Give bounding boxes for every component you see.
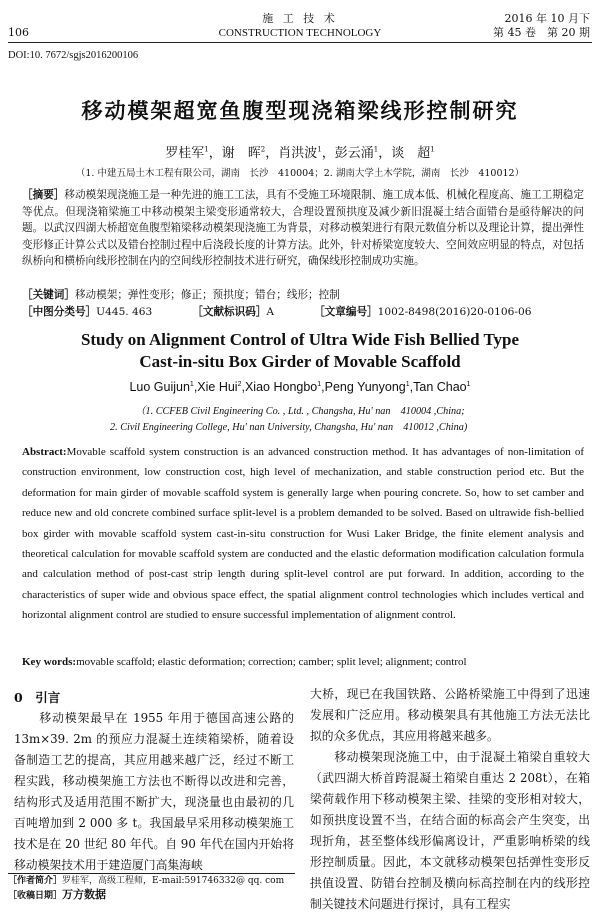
section-heading-intro: 0 引言 (14, 690, 61, 705)
body-right-paragraph-1: 大桥，现已在我国铁路、公路桥梁施工中得到了迅速发展和广泛应用。移动模架具有其他施工方法无法比拟的众多优点，其应用将越来越多。 (310, 687, 590, 743)
doi: DOI:10. 7672/sgjs2016200106 (8, 50, 139, 61)
title-en-line2: Cast-in-situ Box Girder of Movable Scaffold (139, 352, 461, 371)
body-right-paragraph-2: 移动模架现浇施工中，由于混凝土箱梁自重较大（武四湖大桥首跨混凝土箱梁自重达 2 208t），在箱梁荷载作用下移动模架主梁、挂梁的变形相对较大，如预拱度设置不当，在结合面的标高会产生突变，出现折角，甚至整体线形偏离设计，严重影响桥梁的线形控制质量。因此，本文就移动模架包括弹性变形反拱值设置、防错台控制及横向标高控制在内的线形控制关键技术问题进行探讨，具有工程实 (310, 750, 590, 911)
authors-cn: 罗桂军$^1$，谢 晖$^2$，肖洪波$^1$，彭云涌$^1$，谈 超$^1$ (165, 145, 435, 161)
authors-en: Luo Guijun$^1$,Xie Hui$^2$,Xiao Hongbo$^1$,Peng Yunyong$^1$,Tan Chao$^1$ (129, 380, 471, 394)
abstract-en-label: Abstract: (22, 446, 67, 458)
volume-issue: 第 45 卷 第 20 期 (493, 26, 590, 39)
affiliation-en-2: 2. Civil Engineering College, Hu' nan University, Changsha, Hu' nan 410012 ,China) (110, 422, 468, 433)
watermark: 万方数据 (62, 888, 107, 901)
abstract-en (22, 442, 584, 626)
body-right-column (310, 684, 590, 915)
title-en-line1: Study on Alignment Control of Ultra Wide Fish Bellied Type (80, 330, 520, 349)
affiliation-en-1: （1. CCFEB Civil Engineering Co. , Ltd. , Changsha, Hu' nan 410004 ,China; (135, 406, 465, 417)
abstract-cn-label: ［摘要］ (22, 189, 65, 201)
classification-line: ［中图分类号］U445. 463 ［文献标识码］A ［文章编号］1002-8498(2016)20-0106-06 (22, 306, 532, 318)
title-cn: 移动模架超宽鱼腹型现浇箱梁线形控制研究 (81, 98, 519, 123)
keywords-en: Key words:movable scaffold; elastic deformation; correction; camber; split level; alignment; control (22, 656, 467, 668)
journal-name-en: CONSTRUCTION TECHNOLOGY (218, 27, 382, 39)
journal-name-cn: 施 工 技 术 (262, 12, 338, 25)
abstract-cn (22, 187, 584, 270)
author-footnote: ［作者简介］罗桂军，高级工程师，E-mail:591746332@ qq. com ［收稿日期］万方数据 (8, 873, 295, 903)
keywords-cn: ［关键词］移动模架；弹性变形；修正；预拱度；错台；线形；控制 (22, 289, 340, 301)
affiliation-cn: （1. 中建五局土木工程有限公司，湖南 长沙 410004；2. 湖南大学土木学院，湖南 长沙 410012） (75, 168, 525, 179)
abstract-cn-text: 移动模架现浇施工是一种先进的施工工法，具有不受施工环境限制、施工成本低、机械化程度高、施工工期稳定等优点。但现浇箱梁施工中移动模架主梁变形通常较大，合理设置预拱度及减少新旧混凝土结合面错台是亟待解决的问题。以武汉四湖大桥超宽鱼腹型箱梁移动模架现浇施工为背景，对移动模架进行有限元数值分析以及理论计算，提出弹性变形修正计算公式以及错台控制过程中后浇段长度的计算方法。此外，针对桥梁宽度较大、空间效应明显的特点，对包括纵桥向和横桥向线形控制在内的空间线形控制技术进行研究，确保线形控制成功实施。 (22, 189, 585, 268)
page-number: 106 (8, 26, 29, 39)
issue-date: 2016 年 10 月下 (504, 12, 590, 25)
header-rule (8, 42, 592, 43)
abstract-en-text: Movable scaffold system construction is an advanced construction method. It has advantages of non-limitation of construction environment, low construction cost, high level of mechanization, and stable construction period etc. But the deformation for main girder of movable scaffold system is generally large when pouring concrete. So, how to set camber and reduce new and old concrete combined surface split-level is a problem demanded to be solved. Based on ultrawide fish-bellied box girder with movable scaffold system cast-in-situ construction for Wusi Laker Bridge, the finite element analysis and theoretical calculation for movable scaffold system are conducted and the elastic deformation modification calculation formula and calculation method of post-cast strip length during split-level control are put forward. In addition, according to the characteristics of super wide and obvious space effect, the spatial alignment control technologies which includes vertical and horizontal alignment control are studied to ensure successful implementation of alignment control. (22, 446, 584, 622)
body-left-column: 移动模架最早在 1955 年用于德国高速公路的 13m×39. 2m 的预应力混凝土连续箱梁桥，随着设备制造工艺的提高，其应用越来越广泛，经过不断工程实践，移动模架施工方法也不断得以改进和完善，结构形式及适用范围不断扩大，现浇量也由最初的几百吨增加到 2 000 多 t。我国最早采用移动模架施工技术是在 20 世纪 80 年代。自 90 年代在国内开始将移动模架技术用于建造厦门高集海峡 (14, 711, 294, 872)
